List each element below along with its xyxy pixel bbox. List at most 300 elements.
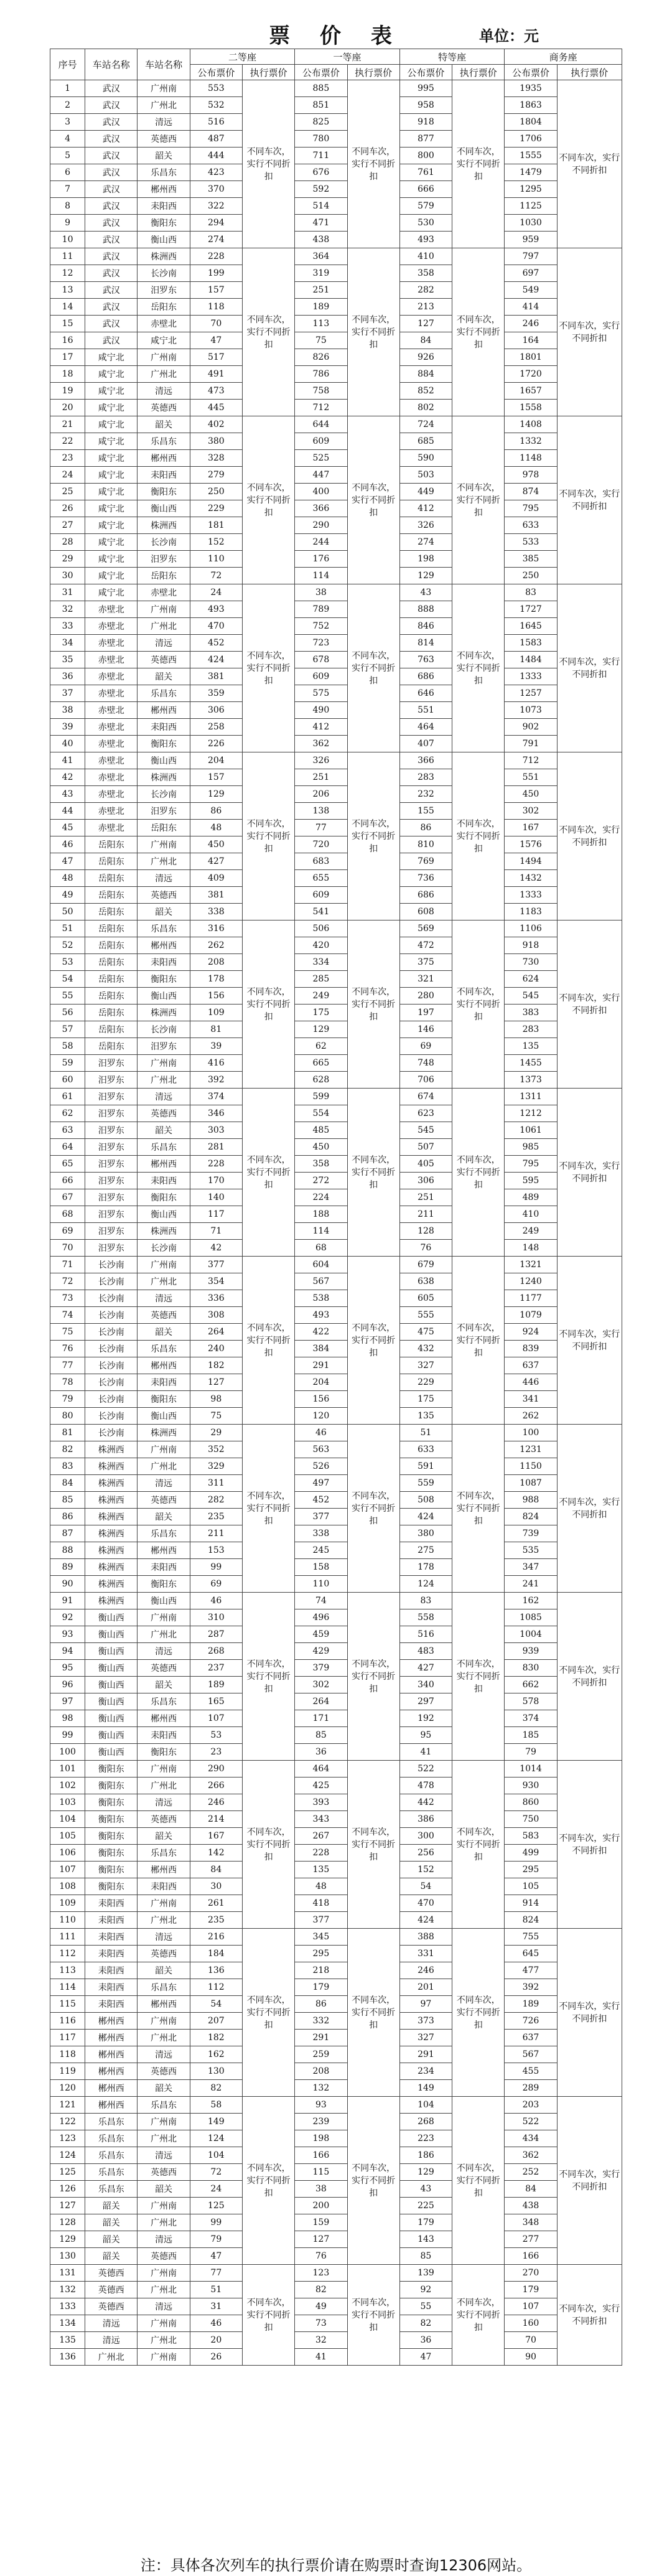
second-class-price: 279 (190, 467, 242, 484)
table-row (50, 635, 622, 652)
second-class-price: 189 (190, 1677, 242, 1693)
second-class-price: 294 (190, 215, 242, 232)
table-row (50, 1811, 622, 1828)
first-class-price: 665 (295, 1055, 347, 1072)
business-class-price: 100 (505, 1425, 557, 1441)
to-station: 英德西 (138, 2164, 190, 2181)
first-class-price: 497 (295, 1475, 347, 1492)
to-station: 岳阳东 (138, 820, 190, 836)
premium-class-price: 464 (399, 719, 452, 736)
first-class-note: 不同车次，实行不同折扣 (347, 1257, 399, 1425)
business-class-price: 1030 (505, 215, 557, 232)
seq: 8 (50, 198, 85, 215)
first-class-price: 206 (295, 786, 347, 803)
second-class-price: 377 (190, 1257, 242, 1273)
first-class-price: 291 (295, 2030, 347, 2046)
business-class-price: 959 (505, 232, 557, 248)
to-station: 衡山西 (138, 1593, 190, 1609)
business-class-price: 90 (505, 2349, 557, 2366)
seq: 102 (50, 1777, 85, 1794)
to-station: 耒阳西 (138, 1727, 190, 1744)
business-class-price: 551 (505, 769, 557, 786)
seq: 30 (50, 568, 85, 584)
first-class-note: 不同车次，实行不同折扣 (347, 2097, 399, 2265)
business-class-price: 795 (505, 500, 557, 517)
seq: 87 (50, 1525, 85, 1542)
business-class-price: 1645 (505, 618, 557, 635)
premium-class-note: 不同车次，实行不同折扣 (452, 1425, 505, 1593)
first-class-price: 366 (295, 500, 347, 517)
seq: 20 (50, 400, 85, 416)
second-class-note: 不同车次，实行不同折扣 (242, 80, 294, 248)
premium-class-price: 380 (399, 1525, 452, 1542)
first-class-price: 526 (295, 1458, 347, 1475)
premium-class-note: 不同车次，实行不同折扣 (452, 2265, 505, 2366)
table-row (50, 114, 622, 131)
to-station: 清远 (138, 1475, 190, 1492)
premium-class-price: 386 (399, 1811, 452, 1828)
seq: 16 (50, 332, 85, 349)
to-station: 韶关 (138, 1962, 190, 1979)
premium-class-price: 104 (399, 2097, 452, 2114)
to-station: 耒阳西 (138, 1878, 190, 1895)
first-class-price: 251 (295, 282, 347, 299)
premium-class-price: 410 (399, 248, 452, 265)
from-station: 衡阳东 (85, 1761, 138, 1777)
table-row (50, 2315, 622, 2332)
first-class-price: 541 (295, 904, 347, 920)
to-station: 英德西 (138, 1946, 190, 1962)
second-class-price: 444 (190, 148, 242, 164)
second-class-price: 266 (190, 1777, 242, 1794)
seq: 103 (50, 1794, 85, 1811)
table-row (50, 1122, 622, 1139)
second-class-price: 306 (190, 702, 242, 719)
from-station: 咸宁北 (85, 568, 138, 584)
first-class-price: 604 (295, 1257, 347, 1273)
seq: 72 (50, 1273, 85, 1290)
from-station: 耒阳西 (85, 1962, 138, 1979)
seq: 115 (50, 1996, 85, 2013)
business-class-price: 179 (505, 2282, 557, 2298)
to-station: 广州南 (138, 2349, 190, 2366)
business-class-price: 978 (505, 467, 557, 484)
to-station: 郴州西 (138, 1357, 190, 1374)
table-row (50, 601, 622, 618)
second-class-price: 20 (190, 2332, 242, 2349)
to-station: 广州南 (138, 2114, 190, 2130)
business-class-price: 839 (505, 1341, 557, 1357)
table-row (50, 719, 622, 736)
seq: 98 (50, 1710, 85, 1727)
seq: 23 (50, 450, 85, 467)
first-class-price: 723 (295, 635, 347, 652)
first-class-note: 不同车次，实行不同折扣 (347, 2265, 399, 2366)
first-class-price: 38 (295, 584, 347, 601)
from-station: 咸宁北 (85, 584, 138, 601)
from-station: 株洲西 (85, 1458, 138, 1475)
from-station: 郴州西 (85, 2080, 138, 2097)
premium-class-price: 95 (399, 1727, 452, 1744)
to-station: 清远 (138, 383, 190, 400)
seq: 104 (50, 1811, 85, 1828)
table-row (50, 2181, 622, 2198)
business-class-price: 1720 (505, 366, 557, 383)
to-station: 英德西 (138, 1811, 190, 1828)
premium-class-price: 300 (399, 1828, 452, 1845)
table-row (50, 1660, 622, 1677)
second-class-price: 516 (190, 114, 242, 131)
to-station: 广州北 (138, 366, 190, 383)
second-class-price: 303 (190, 1122, 242, 1139)
table-row (50, 450, 622, 467)
to-station: 衡阳东 (138, 971, 190, 988)
first-class-price: 554 (295, 1105, 347, 1122)
from-station: 衡山西 (85, 1677, 138, 1693)
premium-class-price: 366 (399, 752, 452, 769)
to-station: 广州南 (138, 1055, 190, 1072)
header-first-class: 一等座 (295, 49, 400, 65)
second-class-note: 不同车次，实行不同折扣 (242, 248, 294, 416)
premium-class-price: 846 (399, 618, 452, 635)
premium-class-price: 802 (399, 400, 452, 416)
to-station: 汨罗东 (138, 282, 190, 299)
table-row (50, 2063, 622, 2080)
table-row (50, 1475, 622, 1492)
from-station: 岳阳东 (85, 836, 138, 853)
seq: 105 (50, 1828, 85, 1845)
business-class-note: 不同车次，实行不同折扣 (557, 1425, 622, 1593)
business-class-price: 1432 (505, 870, 557, 887)
from-station: 长沙南 (85, 1391, 138, 1408)
from-station: 武汉 (85, 265, 138, 282)
second-class-price: 182 (190, 2030, 242, 2046)
from-station: 岳阳东 (85, 988, 138, 1005)
to-station: 韶关 (138, 148, 190, 164)
from-station: 武汉 (85, 248, 138, 265)
business-class-price: 79 (505, 1744, 557, 1761)
first-class-price: 158 (295, 1559, 347, 1576)
from-station: 株洲西 (85, 1492, 138, 1509)
to-station: 清远 (138, 635, 190, 652)
from-station: 株洲西 (85, 1525, 138, 1542)
to-station: 韶关 (138, 904, 190, 920)
first-class-price: 563 (295, 1441, 347, 1458)
to-station: 乐昌东 (138, 1525, 190, 1542)
second-class-note: 不同车次，实行不同折扣 (242, 1257, 294, 1425)
seq: 26 (50, 500, 85, 517)
business-class-price: 795 (505, 1156, 557, 1173)
header-second-class: 二等座 (190, 49, 295, 65)
first-class-price: 429 (295, 1643, 347, 1660)
premium-class-price: 306 (399, 1173, 452, 1189)
seq: 109 (50, 1895, 85, 1912)
from-station: 武汉 (85, 232, 138, 248)
second-class-price: 487 (190, 131, 242, 148)
business-class-price: 1332 (505, 433, 557, 450)
to-station: 韶关 (138, 2181, 190, 2198)
first-class-note: 不同车次，实行不同折扣 (347, 416, 399, 584)
seq: 1 (50, 80, 85, 97)
to-station: 乐昌东 (138, 2097, 190, 2114)
table-row (50, 618, 622, 635)
header-premium-class: 特等座 (399, 49, 505, 65)
from-station: 广州北 (85, 2349, 138, 2366)
second-class-price: 264 (190, 1324, 242, 1341)
seq: 29 (50, 551, 85, 568)
second-class-price: 109 (190, 1005, 242, 1021)
business-class-price: 637 (505, 1357, 557, 1374)
first-class-price: 132 (295, 2080, 347, 2097)
seq: 111 (50, 1929, 85, 1946)
seq: 116 (50, 2013, 85, 2030)
seq: 99 (50, 1727, 85, 1744)
business-class-price: 924 (505, 1324, 557, 1341)
premium-class-price: 327 (399, 2030, 452, 2046)
table-row (50, 484, 622, 500)
first-class-price: 159 (295, 2214, 347, 2231)
premium-class-price: 186 (399, 2147, 452, 2164)
from-station: 株洲西 (85, 1593, 138, 1609)
to-station: 广州北 (138, 618, 190, 635)
premium-class-price: 686 (399, 887, 452, 904)
first-class-price: 538 (295, 1290, 347, 1307)
seq: 134 (50, 2315, 85, 2332)
to-station: 清远 (138, 114, 190, 131)
business-class-price: 1333 (505, 887, 557, 904)
from-station: 韶关 (85, 2248, 138, 2265)
business-class-price: 791 (505, 736, 557, 752)
from-station: 岳阳东 (85, 937, 138, 954)
header-to-station: 车站名称 (138, 49, 190, 80)
second-class-price: 423 (190, 164, 242, 181)
first-class-price: 245 (295, 1542, 347, 1559)
business-class-price: 637 (505, 2030, 557, 2046)
business-class-note: 不同车次，实行不同折扣 (557, 2265, 622, 2366)
first-class-price: 251 (295, 769, 347, 786)
business-class-price: 567 (505, 2046, 557, 2063)
second-class-price: 491 (190, 366, 242, 383)
to-station: 衡山西 (138, 1408, 190, 1425)
table-row (50, 349, 622, 366)
premium-class-price: 605 (399, 1290, 452, 1307)
table-row (50, 2030, 622, 2046)
first-class-price: 32 (295, 2332, 347, 2349)
business-class-price: 1240 (505, 1273, 557, 1290)
seq: 68 (50, 1206, 85, 1223)
second-class-price: 58 (190, 2097, 242, 2114)
from-station: 汨罗东 (85, 1206, 138, 1223)
seq: 37 (50, 685, 85, 702)
to-station: 清远 (138, 1089, 190, 1105)
second-class-price: 235 (190, 1912, 242, 1929)
premium-class-price: 877 (399, 131, 452, 148)
to-station: 耒阳西 (138, 954, 190, 971)
business-class-price: 1085 (505, 1609, 557, 1626)
first-class-price: 110 (295, 1576, 347, 1593)
second-class-price: 336 (190, 1290, 242, 1307)
business-class-note: 不同车次，实行不同折扣 (557, 920, 622, 1089)
from-station: 咸宁北 (85, 500, 138, 517)
premium-class-price: 516 (399, 1626, 452, 1643)
premium-class-price: 84 (399, 332, 452, 349)
business-class-price: 633 (505, 517, 557, 534)
seq: 5 (50, 148, 85, 164)
seq: 36 (50, 668, 85, 685)
premium-class-price: 852 (399, 383, 452, 400)
second-class-price: 149 (190, 2114, 242, 2130)
second-class-price: 31 (190, 2298, 242, 2315)
second-class-price: 47 (190, 2248, 242, 2265)
from-station: 郴州西 (85, 2013, 138, 2030)
premium-class-price: 192 (399, 1710, 452, 1727)
second-class-price: 311 (190, 1475, 242, 1492)
header-executed-price: 执行票价 (347, 65, 399, 80)
to-station: 英德西 (138, 131, 190, 148)
premium-class-price: 327 (399, 1357, 452, 1374)
premium-class-price: 405 (399, 1156, 452, 1173)
from-station: 株洲西 (85, 1509, 138, 1525)
table-row (50, 1223, 622, 1240)
to-station: 衡阳东 (138, 736, 190, 752)
first-class-price: 228 (295, 1845, 347, 1862)
premium-class-price: 97 (399, 1996, 452, 2013)
table-row (50, 1089, 622, 1105)
second-class-price: 229 (190, 500, 242, 517)
first-class-price: 319 (295, 265, 347, 282)
table-row (50, 1542, 622, 1559)
first-class-price: 244 (295, 534, 347, 551)
seq: 114 (50, 1979, 85, 1996)
first-class-price: 683 (295, 853, 347, 870)
table-row (50, 752, 622, 769)
first-class-price: 338 (295, 1525, 347, 1542)
first-class-price: 49 (295, 2298, 347, 2315)
premium-class-price: 86 (399, 820, 452, 836)
business-class-price: 830 (505, 1660, 557, 1677)
premium-class-price: 280 (399, 988, 452, 1005)
from-station: 赤壁北 (85, 803, 138, 820)
from-station: 赤壁北 (85, 702, 138, 719)
business-class-price: 438 (505, 2198, 557, 2214)
first-class-note: 不同车次，实行不同折扣 (347, 584, 399, 752)
seq: 28 (50, 534, 85, 551)
premium-class-note: 不同车次，实行不同折扣 (452, 2097, 505, 2265)
second-class-price: 214 (190, 1811, 242, 1828)
table-row (50, 1862, 622, 1878)
second-class-price: 228 (190, 1156, 242, 1173)
premium-class-price: 555 (399, 1307, 452, 1324)
second-class-price: 112 (190, 1979, 242, 1996)
premium-class-price: 282 (399, 282, 452, 299)
premium-class-price: 503 (399, 467, 452, 484)
second-class-price: 261 (190, 1895, 242, 1912)
seq: 50 (50, 904, 85, 920)
second-class-price: 450 (190, 836, 242, 853)
second-class-price: 445 (190, 400, 242, 416)
premium-class-price: 424 (399, 1509, 452, 1525)
premium-class-price: 724 (399, 416, 452, 433)
table-row (50, 568, 622, 584)
to-station: 耒阳西 (138, 1374, 190, 1391)
from-station: 岳阳东 (85, 971, 138, 988)
business-class-price: 1804 (505, 114, 557, 131)
business-class-note: 不同车次，实行不同折扣 (557, 1257, 622, 1425)
premium-class-price: 449 (399, 484, 452, 500)
second-class-price: 370 (190, 181, 242, 198)
from-station: 株洲西 (85, 1559, 138, 1576)
business-class-price: 939 (505, 1643, 557, 1660)
second-class-price: 310 (190, 1609, 242, 1626)
business-class-price: 1863 (505, 97, 557, 114)
from-station: 赤壁北 (85, 752, 138, 769)
seq: 92 (50, 1609, 85, 1626)
to-station: 韶关 (138, 1509, 190, 1525)
table-row (50, 316, 622, 332)
premium-class-price: 493 (399, 232, 452, 248)
premium-class-price: 129 (399, 2164, 452, 2181)
to-station: 广州南 (138, 2013, 190, 2030)
seq: 66 (50, 1173, 85, 1189)
seq: 106 (50, 1845, 85, 1862)
first-class-price: 377 (295, 1509, 347, 1525)
first-class-price: 851 (295, 97, 347, 114)
table-row (50, 1156, 622, 1173)
first-class-price: 326 (295, 752, 347, 769)
from-station: 清远 (85, 2332, 138, 2349)
premium-class-price: 508 (399, 1492, 452, 1509)
from-station: 武汉 (85, 282, 138, 299)
to-station: 乐昌东 (138, 1845, 190, 1862)
seq: 45 (50, 820, 85, 836)
to-station: 广州北 (138, 1458, 190, 1475)
seq: 113 (50, 1962, 85, 1979)
table-row (50, 1744, 622, 1761)
to-station: 乐昌东 (138, 433, 190, 450)
premium-class-price: 442 (399, 1794, 452, 1811)
second-class-price: 29 (190, 1425, 242, 1441)
premium-class-price: 55 (399, 2298, 452, 2315)
first-class-price: 76 (295, 2248, 347, 2265)
table-row (50, 232, 622, 248)
first-class-price: 62 (295, 1038, 347, 1055)
seq: 65 (50, 1156, 85, 1173)
second-class-price: 416 (190, 1055, 242, 1072)
premium-class-price: 769 (399, 853, 452, 870)
seq: 39 (50, 719, 85, 736)
seq: 130 (50, 2248, 85, 2265)
business-class-note: 不同车次，实行不同折扣 (557, 80, 622, 248)
header-published-price: 公布票价 (190, 65, 242, 80)
from-station: 赤壁北 (85, 668, 138, 685)
second-class-price: 157 (190, 282, 242, 299)
table-row (50, 820, 622, 836)
second-class-price: 258 (190, 719, 242, 736)
premium-class-price: 155 (399, 803, 452, 820)
seq: 124 (50, 2147, 85, 2164)
premium-class-note: 不同车次，实行不同折扣 (452, 1929, 505, 2097)
page-title: 票 价 表 (269, 24, 403, 49)
from-station: 乐昌东 (85, 2164, 138, 2181)
first-class-price: 259 (295, 2046, 347, 2063)
premium-class-price: 51 (399, 1425, 452, 1441)
to-station: 英德西 (138, 1660, 190, 1677)
table-row (50, 887, 622, 904)
to-station: 广州南 (138, 2198, 190, 2214)
first-class-price: 114 (295, 568, 347, 584)
to-station: 广州北 (138, 2282, 190, 2298)
from-station: 咸宁北 (85, 349, 138, 366)
